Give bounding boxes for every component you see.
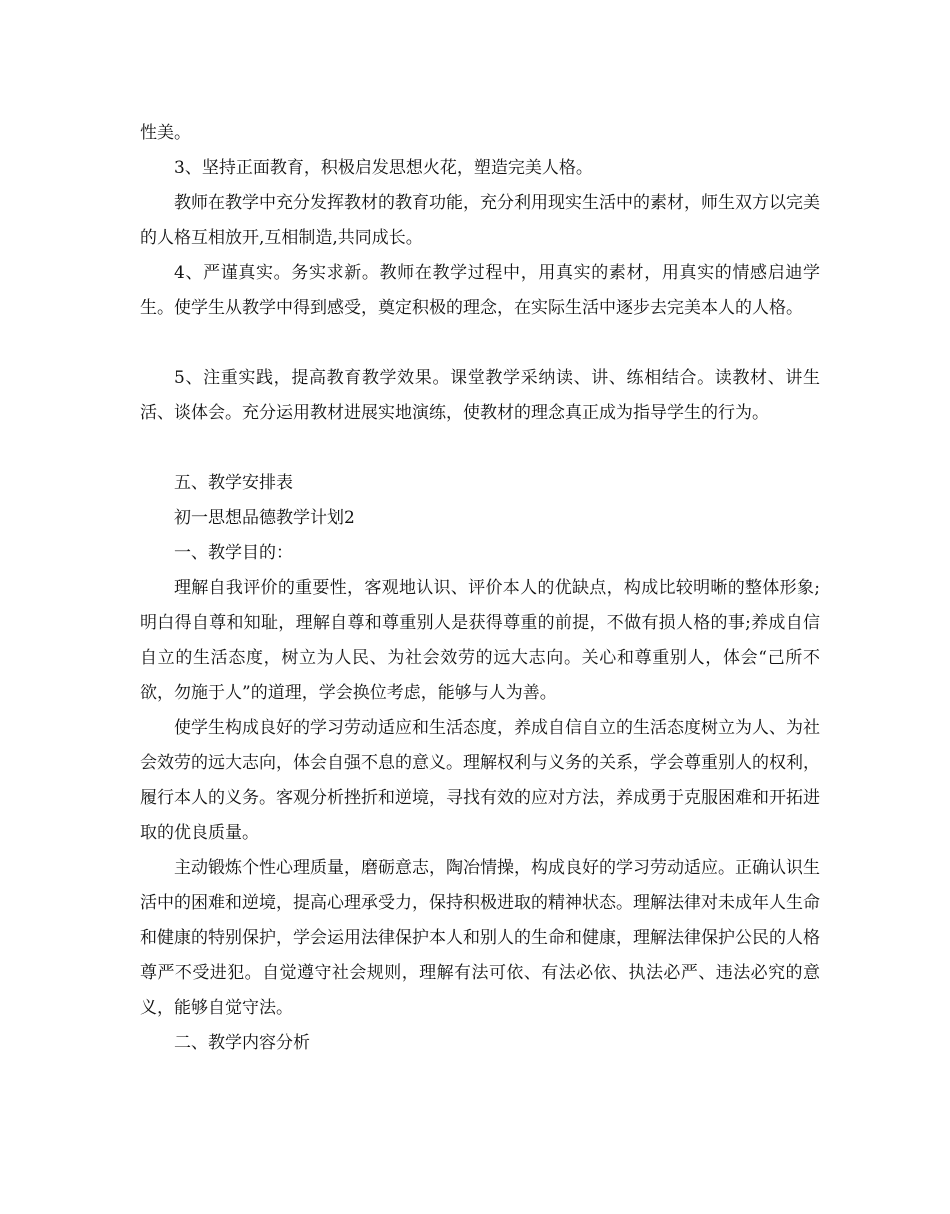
paragraph-goal-1: 理解自我评价的重要性，客观地认识、评价本人的优缺点，构成比较明晰的整体形象;明白得自尊和知耻，理解自尊和尊重别人是获得尊重的前提，不做有损人格的事;养成自信自立的生活态度，树立为人民、为社会效劳的远大志向。关心和尊重别人，体会“己所不欲，勿施于人”的道理，学会换位考虑，能够与人为善。 — [140, 578, 820, 703]
section-heading-content-analysis: 二、教学内容分析 — [174, 1033, 310, 1053]
paragraph-item-5: 5、注重实践，提高教育教学效果。课堂教学采纳读、讲、练相结合。读教材、讲生活、谈体会。充分运用教材进展实地演练，使教材的理念真正成为指导学生的行为。 — [140, 368, 820, 423]
paragraph-goal-3: 主动锻炼个性心理质量，磨砺意志，陶冶情操，构成良好的学习劳动适应。正确认识生活中的困难和逆境，提高心理承受力，保持积极进取的精神状态。理解法律对未成年人生命和健康的特别保护，学会运用法律保护本人和别人的生命和健康，理解法律保护公民的人格尊严不受进犯。自觉遵守社会规则，理解有法可依、有法必依、执法必严、违法必究的意义，能够自觉守法。 — [140, 858, 820, 1018]
section-heading-schedule: 五、教学安排表 — [174, 473, 293, 493]
document-subtitle: 初一思想品德教学计划2 — [174, 508, 355, 528]
paragraph-item-4: 4、严谨真实。务实求新。教师在教学过程中，用真实的素材，用真实的情感启迪学生。使学生从教学中得到感受，奠定积极的理念，在实际生活中逐步去完美本人的人格。 — [140, 263, 820, 318]
paragraph-continuation: 性美。 — [140, 123, 191, 143]
paragraph-item-3-detail: 教师在教学中充分发挥教材的教育功能，充分利用现实生活中的素材，师生双方以完美的人格互相放开,互相制造,共同成长。 — [140, 193, 820, 248]
paragraph-item-3: 3、坚持正面教育，积极启发思想火花，塑造完美人格。 — [174, 158, 593, 178]
paragraph-goal-2: 使学生构成良好的学习劳动适应和生活态度，养成自信自立的生活态度树立为人、为社会效劳的远大志向，体会自强不息的意义。理解权利与义务的关系，学会尊重别人的权利，履行本人的义务。客观分析挫折和逆境，寻找有效的应对方法，养成勇于克服困难和开拓进取的优良质量。 — [140, 718, 820, 843]
section-heading-goals: 一、教学目的： — [174, 543, 293, 563]
